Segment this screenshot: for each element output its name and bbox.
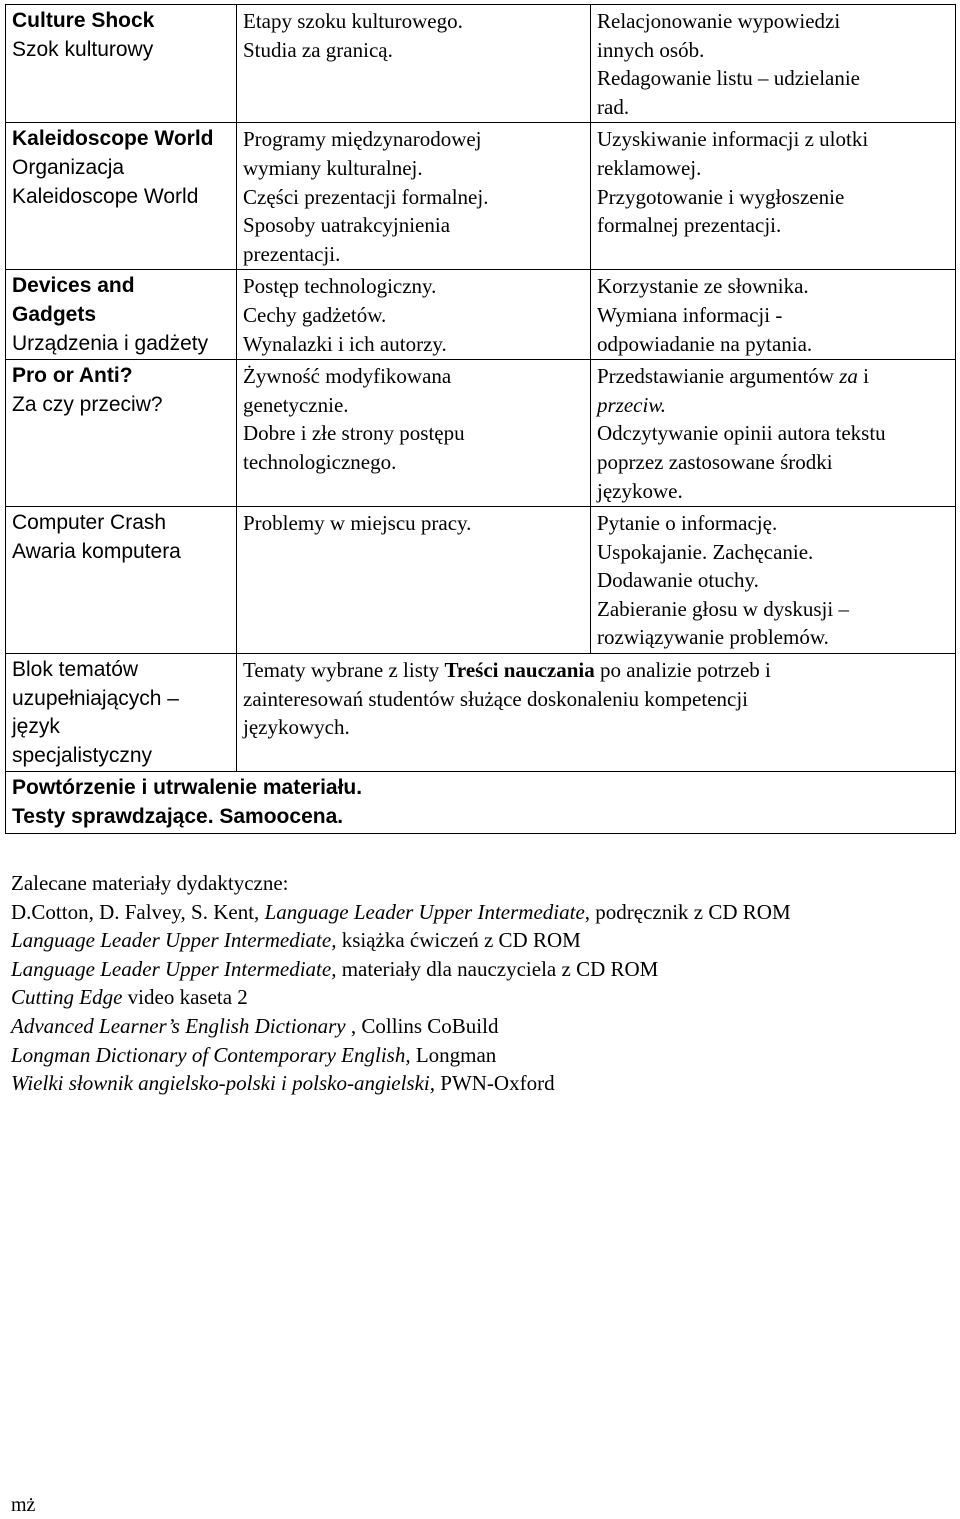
table-row	[6, 5, 956, 123]
table-row	[6, 507, 956, 654]
content-cell	[237, 360, 591, 507]
footer-initials: mż	[11, 1494, 36, 1516]
skill-line: odpowiadanie na pytania.	[597, 331, 813, 356]
topic-title: Computer Crash	[12, 511, 167, 535]
content-line: Sposoby uatrakcyjnienia	[243, 213, 451, 238]
skill-line: Dodawanie otuchy.	[597, 568, 759, 593]
material-text: Longman	[410, 1042, 497, 1067]
skills-cell	[591, 123, 956, 270]
topic-cell	[6, 5, 237, 123]
material-text: D.Cotton, D. Falvey, S. Kent,	[11, 899, 265, 924]
table-row-supplementary	[6, 654, 956, 772]
topic-cell	[6, 360, 237, 507]
material-title: Longman Dictionary of Contemporary English,	[11, 1042, 411, 1067]
topic-cell	[6, 270, 237, 360]
supplementary-line	[243, 656, 949, 685]
skill-line: poprzez zastosowane środki	[597, 449, 833, 474]
skill-line: Uspokajanie. Zachęcanie.	[597, 539, 814, 564]
content-line: Programy międzynarodowej	[243, 127, 482, 152]
topic-title: Devices and	[12, 274, 135, 298]
skill-line: Zabieranie głosu w dyskusji –	[597, 596, 849, 621]
skill-text: i	[857, 364, 869, 389]
skill-line: Korzystanie ze słownika.	[597, 274, 809, 299]
content-line: Postęp technologiczny.	[243, 274, 437, 299]
topic-title: Culture Shock	[12, 9, 155, 32]
skill-line: Uzyskiwanie informacji z ulotki	[597, 127, 869, 152]
skills-cell	[591, 270, 956, 360]
material-title: Wielki słownik angielsko-polski i polsko-angielski,	[11, 1071, 436, 1096]
review-cell	[6, 772, 956, 833]
skill-line	[597, 362, 949, 391]
topic-title: Gadgets	[12, 302, 97, 326]
content-line: technologicznego.	[243, 449, 397, 474]
topic-subtitle: Szok kulturowy	[12, 37, 154, 61]
supplementary-label-cell	[6, 654, 237, 772]
content-line: Studia za granicą.	[243, 37, 393, 62]
skill-line: formalnej prezentacji.	[597, 213, 782, 238]
skill-line: innych osób.	[597, 37, 705, 62]
skill-line: rozwiązywanie problemów.	[597, 625, 829, 650]
supplementary-text: po analizie potrzeb i	[594, 658, 771, 683]
material-title: Language Leader Upper Intermediate,	[11, 956, 337, 981]
material-item	[11, 955, 951, 984]
material-title: Language Leader Upper Intermediate	[264, 899, 585, 924]
content-cell	[237, 507, 591, 654]
material-title: Cutting Edge	[11, 985, 123, 1010]
skill-line: Pytanie o informację.	[597, 511, 778, 536]
skill-line: Odczytywanie opinii autora tekstu	[597, 421, 886, 446]
syllabus-table	[5, 4, 956, 834]
materials-heading: Zalecane materiały dydaktyczne:	[11, 871, 289, 895]
table-row-review	[6, 772, 956, 833]
skill-line: językowe.	[597, 478, 683, 503]
material-text: , Collins CoBuild	[345, 1013, 499, 1038]
material-item	[11, 898, 951, 927]
skill-line: Relacjonowanie wypowiedzi	[597, 9, 841, 33]
skill-line: reklamowej.	[597, 155, 702, 180]
skill-line: rad.	[597, 94, 630, 119]
skill-line: Wymiana informacji -	[597, 302, 783, 327]
content-line: genetycznie.	[243, 392, 349, 417]
topic-cell	[6, 507, 237, 654]
topic-title: Kaleidoscope World	[12, 127, 214, 151]
table-row	[6, 270, 956, 360]
material-text: , podręcznik z CD ROM	[584, 899, 791, 924]
skill-emphasis: za	[839, 364, 858, 389]
topic-subtitle: Awaria komputera	[12, 539, 181, 563]
skill-emphasis: przeciw.	[597, 392, 667, 417]
skills-cell	[591, 507, 956, 654]
content-line: wymiany kulturalnej.	[243, 155, 423, 180]
review-line: Testy sprawdzające. Samoocena.	[12, 805, 344, 829]
skill-text: Przedstawianie argumentów	[597, 364, 840, 389]
supplementary-label: specjalistyczny	[12, 743, 153, 767]
skill-line: Przygotowanie i wygłoszenie	[597, 184, 845, 209]
material-text: PWN-Oxford	[435, 1071, 555, 1096]
content-line: Etapy szoku kulturowego.	[243, 9, 463, 33]
content-line: prezentacji.	[243, 241, 341, 266]
material-item	[11, 926, 951, 955]
topic-subtitle: Organizacja	[12, 155, 125, 179]
material-item	[11, 1069, 951, 1098]
material-text: video kaseta 2	[122, 985, 248, 1010]
supplementary-label: język	[12, 715, 60, 739]
content-line: Wynalazki i ich autorzy.	[243, 331, 447, 356]
material-item	[11, 1041, 951, 1070]
content-cell	[237, 270, 591, 360]
topic-subtitle: Za czy przeciw?	[12, 392, 163, 416]
material-title: Language Leader Upper Intermediate,	[11, 928, 337, 953]
material-text: materiały dla nauczyciela z CD ROM	[336, 956, 659, 981]
material-item	[11, 983, 951, 1012]
table-row	[6, 360, 956, 507]
content-line: Problemy w miejscu pracy.	[243, 511, 472, 536]
content-line: Dobre i złe strony postępu	[243, 421, 465, 446]
content-line: Cechy gadżetów.	[243, 302, 387, 327]
content-cell	[237, 123, 591, 270]
content-cell	[237, 5, 591, 123]
topic-cell	[6, 123, 237, 270]
content-line: Żywność modyfikowana	[243, 364, 452, 389]
supplementary-emphasis: Treści nauczania	[444, 658, 595, 683]
supplementary-label: Blok tematów	[12, 658, 139, 682]
supplementary-line: zainteresowań studentów służące doskonaleniu kompetencji	[243, 686, 749, 711]
skills-cell	[591, 360, 956, 507]
supplementary-label: uzupełniających –	[12, 686, 179, 710]
content-line: Części prezentacji formalnej.	[243, 184, 489, 209]
material-title: Advanced Learner’s English Dictionary	[11, 1013, 346, 1038]
supplementary-line: językowych.	[243, 715, 350, 740]
recommended-materials	[11, 869, 951, 1098]
skill-line: Redagowanie listu – udzielanie	[597, 66, 861, 91]
topic-subtitle: Kaleidoscope World	[12, 184, 199, 208]
skills-cell	[591, 5, 956, 123]
topic-subtitle: Urządzenia i gadżety	[12, 331, 209, 355]
topic-title: Pro or Anti?	[12, 364, 133, 388]
material-text: książka ćwiczeń z CD ROM	[336, 928, 581, 953]
material-item	[11, 1012, 951, 1041]
skill-line	[597, 391, 949, 420]
supplementary-text: Tematy wybrane z listy	[243, 658, 445, 683]
review-line: Powtórzenie i utrwalenie materiału.	[12, 776, 363, 800]
table-row	[6, 123, 956, 270]
supplementary-text-cell	[237, 654, 956, 772]
